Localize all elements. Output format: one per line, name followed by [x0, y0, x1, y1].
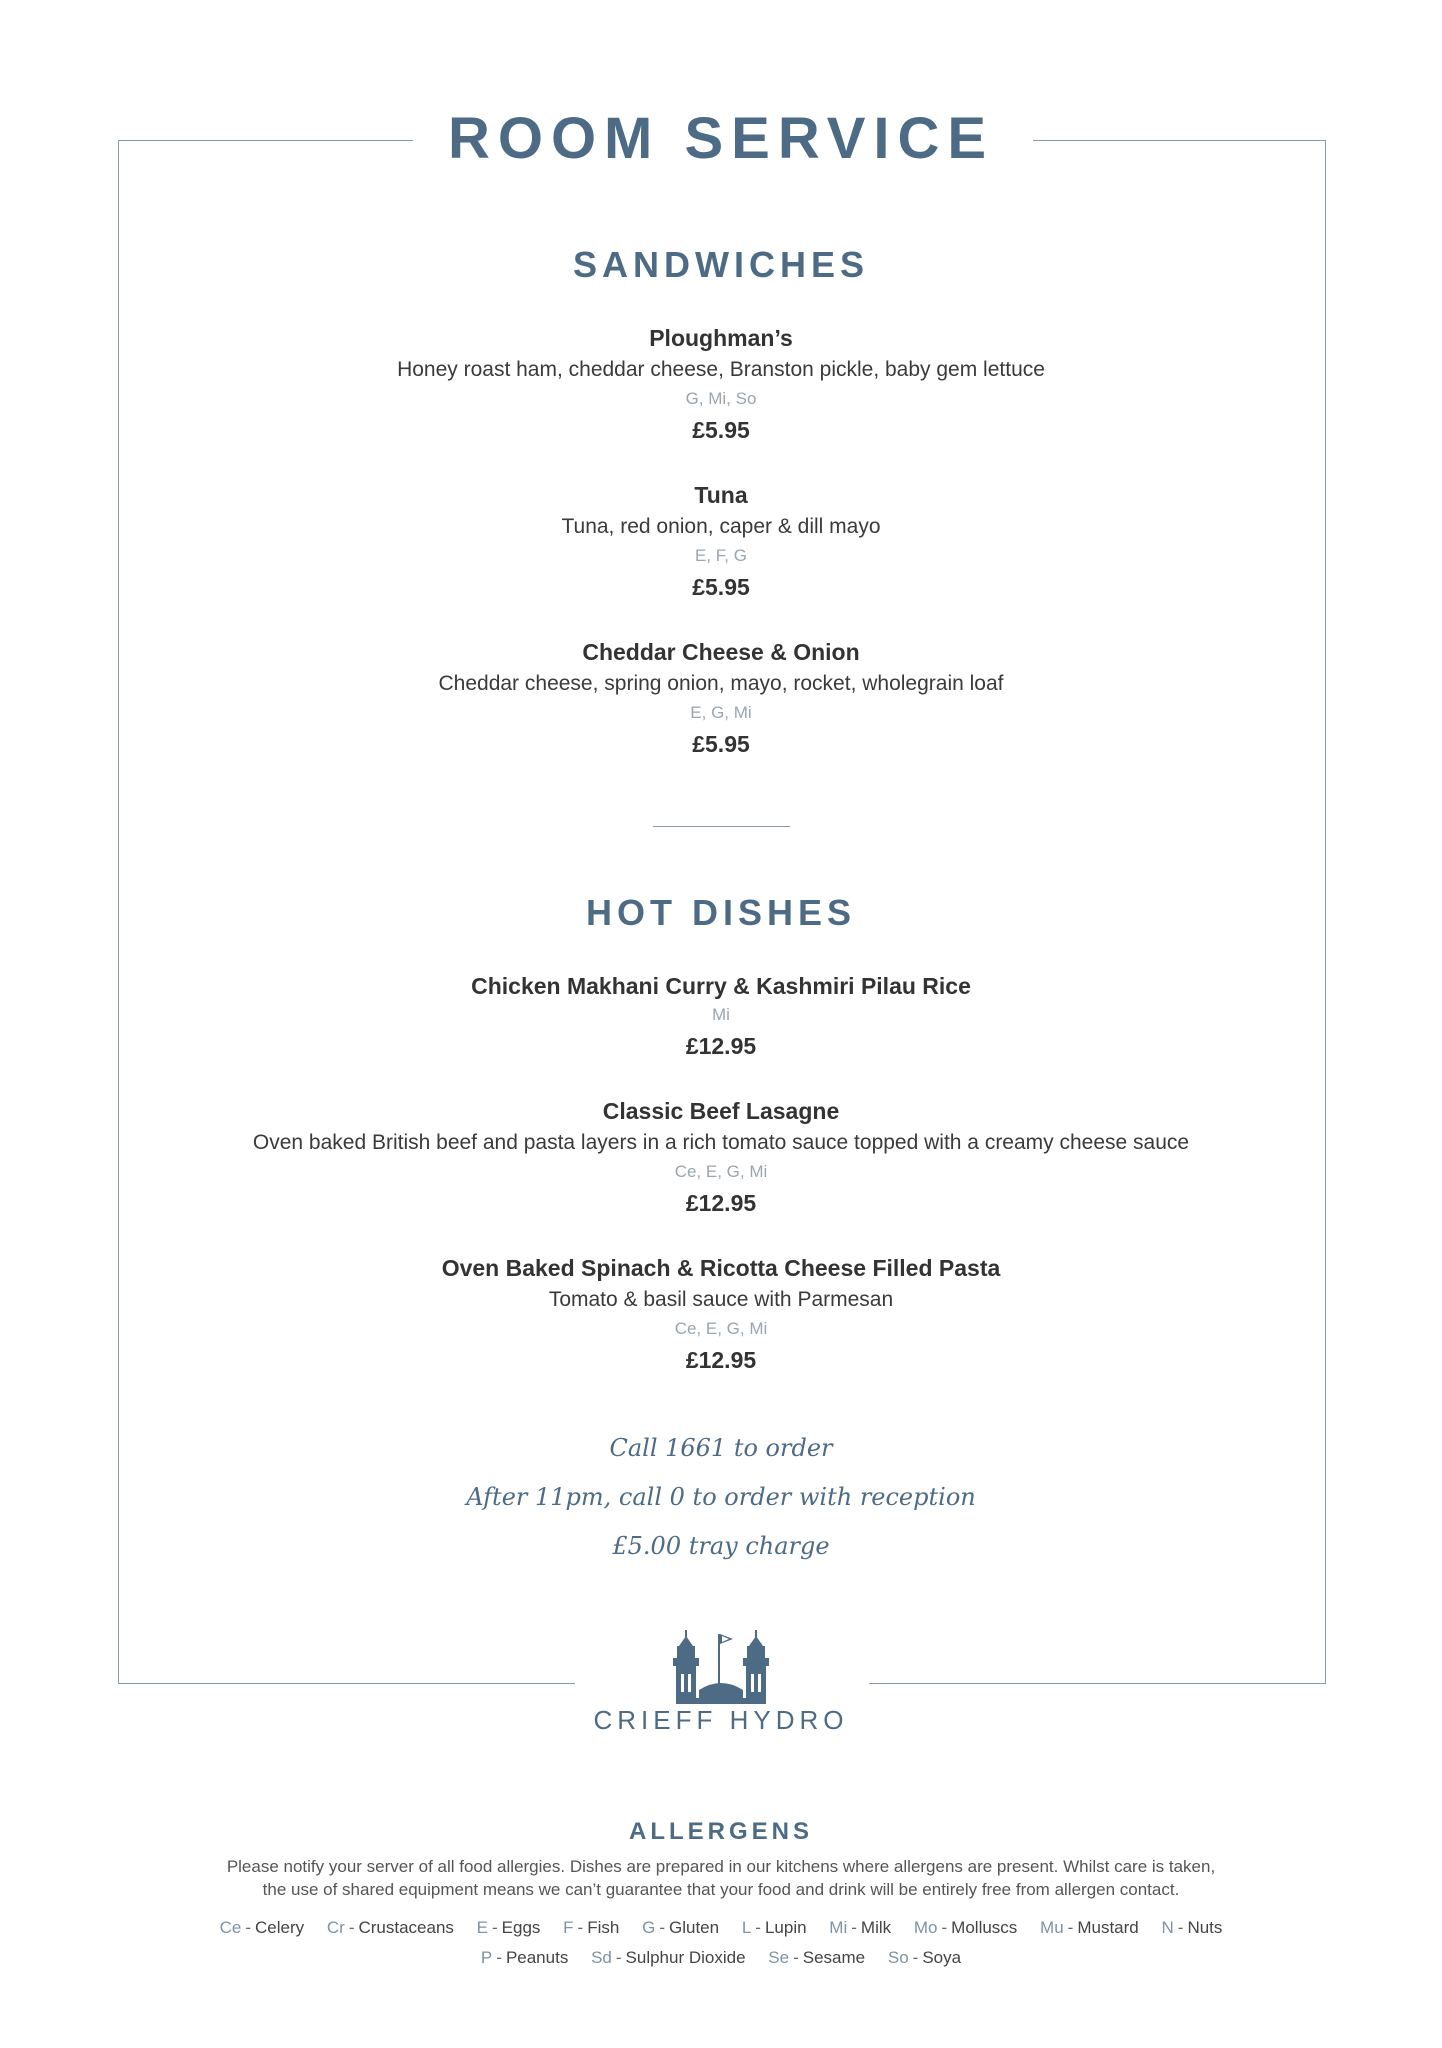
- allergen-label: Gluten: [668, 1918, 720, 1937]
- allergen-separator: -: [577, 1918, 584, 1937]
- menu-item-beef-lasagne: [0, 1095, 1442, 1221]
- allergen-label: Peanuts: [505, 1948, 569, 1967]
- allergen-code: Cr: [326, 1918, 345, 1937]
- item-name: Oven Baked Spinach & Ricotta Cheese Filled Pasta: [441, 1255, 1001, 1281]
- item-description: Tuna, red onion, caper & dill mayo: [561, 515, 881, 538]
- allergens-notice: [150, 1855, 1292, 1901]
- allergen-code: F: [563, 1918, 574, 1937]
- item-description: Tomato & basil sauce with Parmesan: [548, 1288, 894, 1311]
- item-price: £5.95: [692, 417, 750, 443]
- allergen-legend-entry: [742, 1918, 807, 1938]
- section-divider: [653, 826, 790, 827]
- item-price: £12.95: [685, 1033, 757, 1059]
- item-allergens: Mi: [712, 1005, 730, 1024]
- allergen-legend-entry: [220, 1918, 305, 1938]
- brand-name: CRIEFF HYDRO: [593, 1705, 849, 1735]
- allergen-separator: -: [659, 1918, 665, 1937]
- allergen-label: Fish: [587, 1918, 620, 1937]
- item-description: Oven baked British beef and pasta layers in a rich tomato sauce topped with a creamy cheese sauce: [252, 1131, 1190, 1154]
- allergen-code: G: [642, 1918, 656, 1937]
- allergen-label: Sesame: [802, 1948, 866, 1967]
- allergen-label: Milk: [860, 1918, 892, 1937]
- allergen-label: Celery: [255, 1918, 305, 1937]
- item-allergens: Ce, E, G, Mi: [674, 1162, 768, 1181]
- allergen-legend-entry: [888, 1948, 961, 1968]
- menu-item-tuna: [0, 479, 1442, 605]
- tray-charge-line: £5.00 tray charge: [612, 1532, 830, 1560]
- item-allergens: G, Mi, So: [685, 389, 757, 408]
- menu-item-ploughmans: [0, 322, 1442, 448]
- allergen-legend-entry: [563, 1918, 619, 1938]
- item-name: Cheddar Cheese & Onion: [582, 639, 860, 665]
- allergen-separator: -: [755, 1918, 761, 1937]
- allergen-code: L: [741, 1918, 752, 1937]
- allergens-title: ALLERGENS: [628, 1818, 813, 1845]
- allergen-legend-entry: [1040, 1918, 1139, 1938]
- item-price: £12.95: [685, 1190, 757, 1216]
- allergen-legend-entry: [914, 1918, 1017, 1938]
- allergen-code: Ce: [219, 1918, 242, 1937]
- allergens-notice-line: Please notify your server of all food allergies. Dishes are prepared in our kitchens where allergens are present. Whilst care is taken,: [226, 1857, 1216, 1876]
- item-name: Chicken Makhani Curry & Kashmiri Pilau Rice: [471, 973, 971, 999]
- item-name: Classic Beef Lasagne: [602, 1098, 840, 1124]
- allergen-separator: -: [615, 1948, 622, 1967]
- item-description: Cheddar cheese, spring onion, mayo, rocket, wholegrain loaf: [438, 672, 1004, 695]
- allergen-legend-row-1: [130, 1918, 1312, 1938]
- allergen-separator: -: [492, 1918, 498, 1937]
- item-name: Tuna: [694, 482, 748, 508]
- allergen-separator: -: [348, 1918, 355, 1937]
- allergen-code: Se: [768, 1948, 790, 1967]
- allergen-separator: -: [1067, 1918, 1074, 1937]
- allergen-separator: -: [912, 1948, 919, 1967]
- allergen-label: Mustard: [1077, 1918, 1139, 1937]
- castle-towers-icon: [665, 1628, 777, 1704]
- allergen-code: Mu: [1040, 1918, 1064, 1937]
- allergen-code: So: [887, 1948, 909, 1967]
- allergen-legend-entry: [477, 1918, 541, 1938]
- allergens-notice-line: the use of shared equipment means we can’t guarantee that your food and drink will be entirely free from allergen contact.: [262, 1880, 1180, 1899]
- allergen-code: P: [480, 1948, 493, 1967]
- allergen-legend-entry: [481, 1948, 568, 1968]
- menu-item-spinach-ricotta-pasta: [0, 1252, 1442, 1378]
- section-title-hot-dishes: HOT DISHES: [585, 892, 857, 933]
- item-price: £5.95: [692, 574, 750, 600]
- allergen-separator: -: [245, 1918, 251, 1937]
- allergen-legend-entry: [591, 1948, 745, 1968]
- allergen-code: N: [1161, 1918, 1174, 1937]
- allergen-label: Nuts: [1187, 1918, 1223, 1937]
- allergen-legend-entry: [642, 1918, 719, 1938]
- item-description: Honey roast ham, cheddar cheese, Branston pickle, baby gem lettuce: [397, 358, 1045, 381]
- allergen-code: Sd: [591, 1948, 612, 1967]
- item-allergens: Ce, E, G, Mi: [674, 1319, 768, 1338]
- allergen-separator: -: [496, 1948, 502, 1967]
- allergen-label: Molluscs: [951, 1918, 1018, 1937]
- item-price: £5.95: [692, 731, 750, 757]
- allergen-code: E: [476, 1918, 488, 1937]
- allergen-label: Soya: [922, 1948, 962, 1967]
- order-after-hours-line: After 11pm, call 0 to order with reception: [466, 1483, 976, 1511]
- allergen-separator: -: [851, 1918, 857, 1937]
- allergen-legend-entry: [829, 1918, 891, 1938]
- allergen-separator: -: [941, 1918, 948, 1937]
- item-price: £12.95: [685, 1347, 757, 1373]
- allergen-label: Sulphur Dioxide: [625, 1948, 746, 1967]
- allergen-label: Crustaceans: [358, 1918, 454, 1937]
- allergen-legend-entry: [1161, 1918, 1222, 1938]
- order-phone-line: Call 1661 to order: [609, 1434, 833, 1462]
- allergen-separator: -: [793, 1948, 799, 1967]
- item-allergens: E, G, Mi: [690, 703, 752, 722]
- allergen-legend-entry: [327, 1918, 454, 1938]
- allergen-code: Mi: [829, 1918, 848, 1937]
- allergen-legend-entry: [768, 1948, 865, 1968]
- menu-item-cheddar-cheese-onion: [0, 636, 1442, 762]
- item-name: Ploughman’s: [649, 325, 793, 351]
- page-title: ROOM SERVICE: [447, 106, 995, 171]
- allergen-label: Eggs: [501, 1918, 541, 1937]
- item-allergens: E, F, G: [695, 546, 747, 565]
- allergen-legend-row-2: [130, 1948, 1312, 1968]
- menu-item-chicken-makhani: [0, 970, 1442, 1064]
- section-title-sandwiches: SANDWICHES: [572, 244, 869, 285]
- allergen-separator: -: [1177, 1918, 1184, 1937]
- allergen-code: Mo: [913, 1918, 938, 1937]
- allergen-label: Lupin: [764, 1918, 807, 1937]
